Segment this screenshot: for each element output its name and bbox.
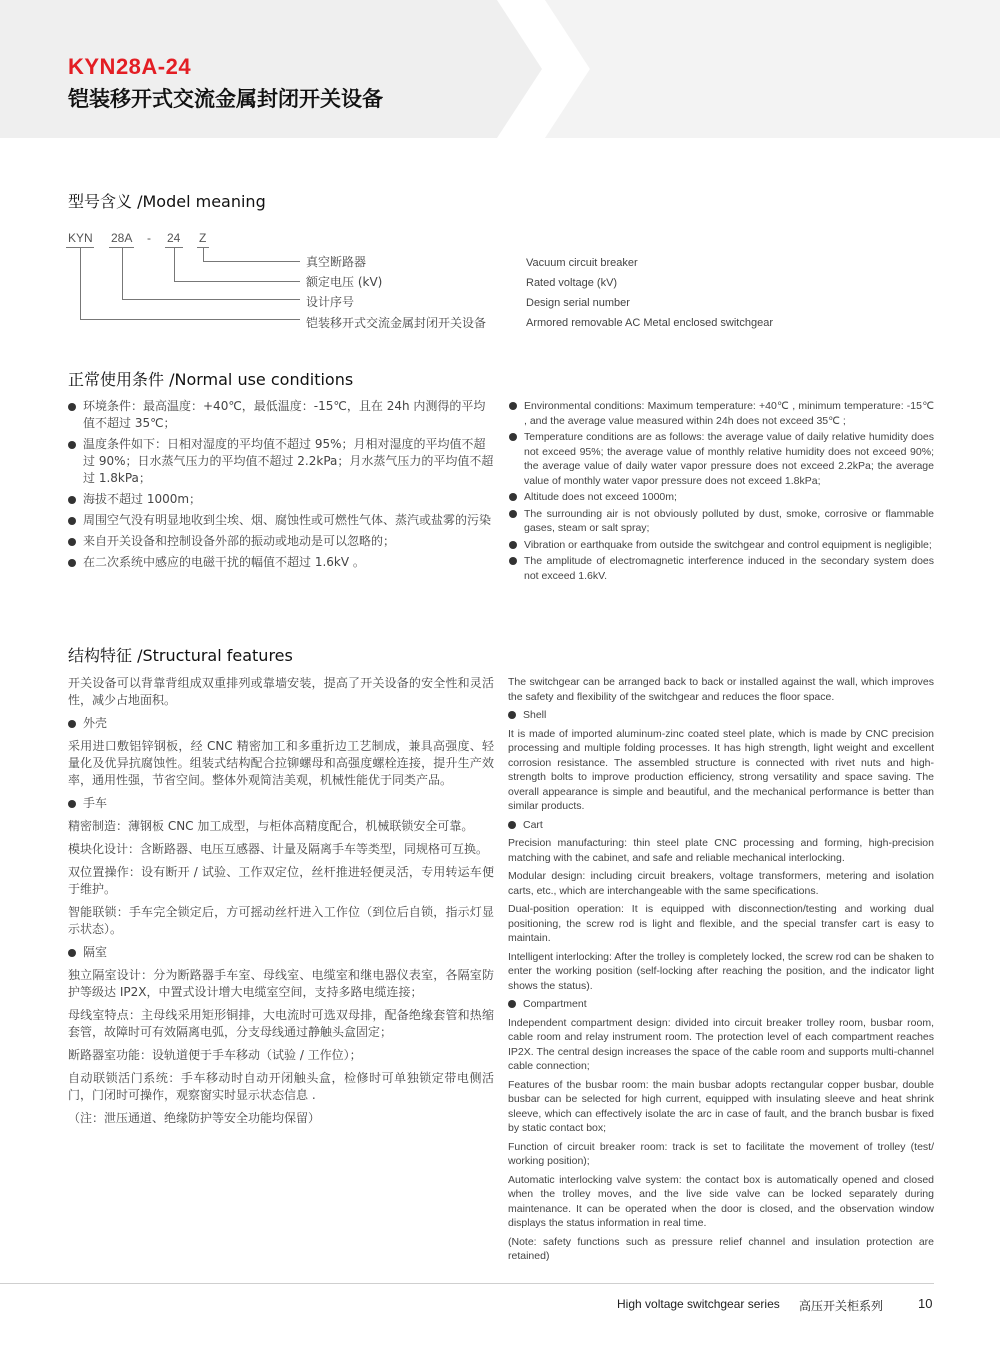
meaning-en-voltage: Rated voltage (kV) <box>526 277 618 289</box>
structural-en-column <box>508 675 934 1268</box>
page-title: 铠装移开式交流金属封闭开关设备 <box>68 87 383 111</box>
compartment-note-en: (Note: safety functions such as pressure relief channel and insulation protection are retained) <box>508 1235 934 1262</box>
meaning-en-breaker: Vacuum circuit breaker <box>526 257 638 269</box>
cart-item-en: Modular design: including circuit breakers, voltage transformers, metering and isolation carts, etc., which are interchangeable with the same specifications. <box>508 870 934 897</box>
compartment-item-en: Function of circuit breaker room: track is set to facilitate the movement of trolley (test/ working position); <box>508 1140 934 1167</box>
code-serial: 28A <box>111 231 133 245</box>
connector-line <box>203 248 204 261</box>
list-item: The amplitude of electromagnetic interference induced in the secondary system does not exceed 1.6kV. <box>509 554 934 583</box>
list-item: Altitude does not exceed 1000m; <box>509 490 934 505</box>
structural-intro-en: The switchgear can be arranged back to back or installed against the wall, which improves the safety and flexibility of the switchgear and reduces the floor space. <box>508 676 934 703</box>
cart-item-en: Intelligent interlocking: After the trolley is completely locked, the screw rod can be shaken to enter the working position (self-locking after reaching the position, and the indicator light shows the status). <box>508 950 934 992</box>
shell-text-cn: 采用进口敷铝锌钢板，经 CNC 精密加工和多重折边工艺制成，兼具高强度、轻量化及优异抗腐蚀性。组装式结构配合拉铆螺母和高强度螺栓连接，提升生产效率，通用性强，节省空间。整体外观简洁美观，机械性能优于同类产品。 <box>68 739 494 787</box>
code-kyn: KYN <box>68 231 93 245</box>
list-item: 在二次系统中感应的电磁干扰的幅值不超过 1.6kV 。 <box>68 554 494 571</box>
connector-line <box>174 281 300 282</box>
code-voltage: 24 <box>167 231 181 245</box>
compartment-item-en: Independent compartment design: divided into circuit breaker trolley room, busbar room, cable room and relay instrument room. The protection level of each compartment reaches IP2X. The central design increases the space of the cable room and supports multi-channel cable connection; <box>508 1016 934 1072</box>
list-item: 来自开关设备和控制设备外部的振动或地动是可以忽略的； <box>68 533 494 550</box>
cart-item-cn: 双位置操作：设有断开 / 试验、工作双定位，丝杆推进轻便灵活，专用转运车便于维护。 <box>68 865 494 896</box>
compartment-item-cn: 母线室特点：主母线采用矩形铜排，大电流时可选双母排，配备绝缘套管和热缩套管，故障时可有效隔离电弧，分支母线通过静触头盒固定； <box>68 1008 494 1039</box>
connector-line <box>203 261 300 262</box>
connector-line <box>122 248 123 299</box>
list-item: Vibration or earthquake from outside the switchgear and control equipment is negligible; <box>509 538 934 553</box>
code-dash: - <box>147 231 151 245</box>
section-heading-model-meaning: 型号含义 /Model meaning <box>68 192 266 211</box>
meaning-cn-serial: 设计序号 <box>306 295 355 309</box>
subheading-cart-cn: 手车 <box>68 795 494 812</box>
list-item: 周围空气没有明显地收到尘埃、烟、腐蚀性或可燃性气体、蒸汽或盐雾的污染 <box>68 512 494 529</box>
meaning-en-type: Armored removable AC Metal enclosed switchgear <box>526 317 774 329</box>
subheading-compartment-en: Compartment <box>508 997 934 1012</box>
compartment-note-cn: （注：泄压通道、绝缘防护等安全功能均保留） <box>68 1111 321 1125</box>
subheading-cart-en: Cart <box>508 818 934 833</box>
page-number: 10 <box>918 1296 933 1311</box>
compartment-item-cn: 独立隔室设计：分为断路器手车室、母线室、电缆室和继电器仪表室，各隔室防护等级达 IP2X，中置式设计增大电缆室空间，支持多路电缆连接； <box>68 968 494 999</box>
connector-line <box>122 299 300 300</box>
code-breaker: Z <box>199 231 207 245</box>
header-band <box>0 0 1000 138</box>
list-item: The surrounding air is not obviously polluted by dust, smoke, corrosive or flammable gases, steam or salt spray; <box>509 507 934 536</box>
normal-use-list-cn <box>68 398 494 575</box>
cart-item-cn: 模块化设计：含断路器、电压互感器、计量及隔离手车等类型，同规格可互换。 <box>68 842 489 856</box>
list-item: 海拔不超过 1000m； <box>68 491 494 508</box>
compartment-item-cn: 自动联锁活门系统：手车移动时自动开闭触头盒，检修时可单独锁定带电侧活门，门闭时可操作，观察窗实时显示状态信息 . <box>68 1071 494 1102</box>
meaning-cn-breaker: 真空断路器 <box>306 255 367 269</box>
model-number: KYN28A-24 <box>68 54 192 79</box>
cart-item-cn: 精密制造：薄钢板 CNC 加工成型，与柜体高精度配合，机械联锁安全可靠。 <box>68 819 474 833</box>
connector-line <box>80 319 300 320</box>
meaning-en-serial: Design serial number <box>526 297 630 309</box>
list-item: 环境条件：最高温度：+40℃，最低温度：-15℃，且在 24h 内测得的平均值不超过 35℃； <box>68 398 494 432</box>
connector-line <box>174 248 175 281</box>
compartment-item-cn: 断路器室功能：设轨道便于手车移动（试验 / 工作位）； <box>68 1048 362 1062</box>
connector-line <box>80 248 81 319</box>
list-item: Environmental conditions: Maximum temperature: +40℃ , minimum temperature: -15℃ , and the average value measured within 24h does not exceed 35℃ ; <box>509 399 934 428</box>
footer-divider <box>0 1283 934 1284</box>
meaning-cn-type: 铠装移开式交流金属封闭开关设备 <box>306 316 487 330</box>
cart-item-cn: 智能联锁：手车完全锁定后，方可摇动丝杆进入工作位（到位后自锁，指示灯显示状态）。 <box>68 905 494 936</box>
list-item: 温度条件如下：日相对湿度的平均值不超过 95%；月相对湿度的平均值不超过 90%；日水蒸气压力的平均值不超过 2.2kPa；月水蒸气压力的平均值不超过 1.8kPa； <box>68 436 494 487</box>
footer-series-cn: 高压开关柜系列 <box>799 1299 884 1313</box>
structural-cn-column <box>68 675 494 1133</box>
normal-use-list-en <box>509 399 934 585</box>
subheading-compartment-cn: 隔室 <box>68 944 494 961</box>
subheading-shell-cn: 外壳 <box>68 715 494 732</box>
shell-text-en: It is made of imported aluminum-zinc coated steel plate, which is made by CNC precision processing and multiple folding processes. It has high strength, light weight and excellent corrosion resistance. The assembled structure is connected with rivet nuts and high-strength bolts to improve production efficiency, strong versatility and space saving. The overall appearance is simple and beautiful, and the mechanical performance is better than similar products. <box>508 727 934 812</box>
meaning-cn-voltage: 额定电压 (kV) <box>306 275 383 289</box>
list-item: Temperature conditions are as follows: the average value of daily relative humidity does not exceed 95%; the average value of monthly relative humidity does not exceed 90%; the average value of daily water vapor pressure does not exceed 2.2kPa; the average value of monthly water vapor pressure does not exceed 1.8kPa; <box>509 430 934 488</box>
section-heading-structural: 结构特征 /Structural features <box>68 646 293 665</box>
compartment-item-en: Automatic interlocking valve system: the contact box is automatically opened and closed when the trolley moves, and the live side valve can be locked separately during maintenance. It can be operated when the door is closed, and the observation window displays the status information in real time. <box>508 1173 934 1229</box>
subheading-shell-en: Shell <box>508 708 934 723</box>
structural-intro-cn: 开关设备可以背靠背组成双重排列或靠墙安装，提高了开关设备的安全性和灵活性，减少占地面积。 <box>68 676 494 707</box>
section-heading-normal-use: 正常使用条件 /Normal use conditions <box>68 370 354 389</box>
cart-item-en: Dual-position operation: It is equipped with disconnection/testing and working dual positioning, the screw rod is light and flexible, and the special transfer cart is easy to maintain. <box>508 903 934 944</box>
footer-series-en: High voltage switchgear series <box>617 1297 780 1311</box>
compartment-item-en: Features of the busbar room: the main busbar adopts rectangular copper busbar, double busbar can be selected for high current, equipped with insulating sleeve and heat shrink sleeve, which can effectively isolate the arc in case of fault, and the branch busbar is fixed by static contact box; <box>508 1078 934 1134</box>
cart-item-en: Precision manufacturing: thin steel plate CNC processing and forming, high-precision matching with the cabinet, and safe and reliable mechanical interlocking. <box>508 837 934 864</box>
